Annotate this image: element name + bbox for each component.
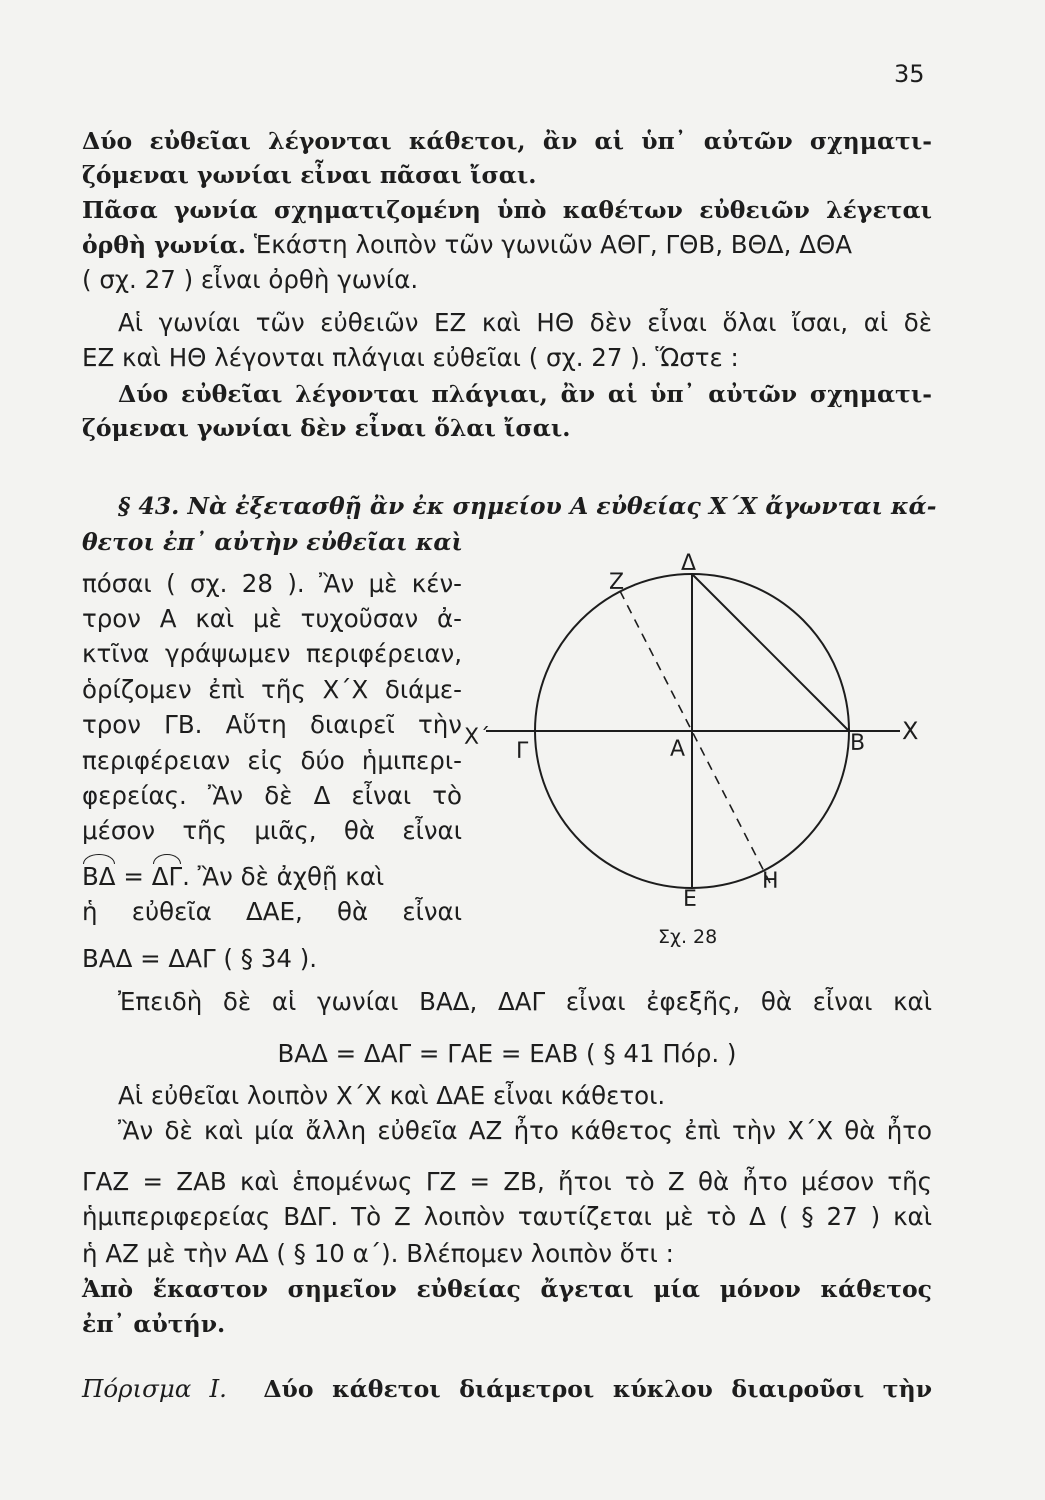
equals-sign: = — [115, 862, 152, 891]
construction-text-line-10: ἡ εὐθεῖα ΔΑΕ, θὰ εἶναι — [82, 897, 462, 926]
label-x: Χ — [902, 717, 919, 745]
right-angle-term: ὀρθὴ γωνία. — [82, 231, 247, 259]
page-number: 35 — [894, 60, 925, 88]
uniqueness-line-3: ἡμιπεριφερείας ΒΔΓ. Τὸ Ζ λοιπὸν ταυτίζεται μὲ τὸ Δ ( § 27 ) καὶ — [82, 1202, 932, 1231]
construction-text-line-7: φερείας. Ἂν δὲ Δ εἶναι τὸ — [82, 781, 462, 810]
figure-caption: Σχ. 28 — [658, 926, 718, 948]
label-z: Ζ — [609, 570, 625, 595]
construction-text-line-1: πόσαι ( σχ. 28 ). Ἂν μὲ κέν- — [82, 569, 462, 598]
construction-text-line-8: μέσον τῆς μιᾶς, θὰ εἶναι — [82, 816, 462, 845]
paragraph-right-angles-line — [82, 228, 932, 262]
uniqueness-line-1: Ἂν δὲ καὶ μία ἄλλη εὐθεῖα ΑΖ ἦτο κάθετος ἐπὶ τὴν Χ΄Χ θὰ ἦτο — [118, 1116, 932, 1145]
label-h: Η — [762, 869, 779, 894]
construction-text-line-3: κτῖνα γράψωμεν περιφέρειαν, — [82, 639, 462, 668]
definition-perpendicular-line-1: Δύο εὐθεῖαι λέγονται κάθετοι, ἂν αἱ ὑπ᾽ αὐτῶν σχηματι- — [82, 127, 932, 155]
uniqueness-line-2: ΓΑΖ = ΖΑΒ καὶ ἑπομένως ΓΖ = ΖΒ, ἤτοι τὸ Ζ θὰ ἦτο μέσον τῆς — [82, 1167, 932, 1196]
label-d: Δ — [681, 553, 697, 576]
arc-equality-rest: . Ἂν δὲ ἀχθῇ καὶ — [182, 862, 385, 891]
arc-equality-line — [82, 860, 462, 894]
arc-dg: ΔΓ — [152, 860, 182, 894]
construction-text-line-6: περιφέρειαν εἰς δύο ἡμιπερι- — [82, 746, 462, 775]
label-b: Β — [850, 731, 866, 756]
section-43-heading-line-2: θετοι ἐπ᾽ αὐτὴν εὐθεῖαι καὶ — [82, 528, 463, 556]
theorem-unique-perpendicular-line-2: ἐπ᾽ αὐτήν. — [82, 1310, 226, 1338]
paragraph-oblique-line-2: ΕΖ καὶ ΗΘ λέγονται πλάγιαι εὐθεῖαι ( σχ. 27 ). Ὥστε : — [82, 343, 739, 372]
adjacent-angles-line: Ἐπειδὴ δὲ αἱ γωνίαι ΒΑΔ, ΔΑΓ εἶναι ἐφεξῆς, θὰ εἶναι καὶ — [118, 987, 932, 1016]
section-43-heading: § 43. Νὰ ἐξετασθῇ ἂν ἐκ σημείου Α εὐθείας Χ΄Χ ἄγωνται κά- — [118, 492, 937, 520]
perpendicular-conclusion: Αἱ εὐθεῖαι λοιπὸν Χ΄Χ καὶ ΔΑΕ εἶναι κάθετοι. — [118, 1081, 666, 1110]
right-angle-examples: Ἑκάστη λοιπὸν τῶν γωνιῶν ΑΘΓ, ΓΘΒ, ΒΘΔ, ΔΘΑ — [246, 230, 852, 259]
label-g: Γ — [516, 739, 529, 764]
figure-28 — [464, 553, 934, 948]
paragraph-oblique-line-1: Αἱ γωνίαι τῶν εὐθειῶν ΕΖ καὶ ΗΘ δὲν εἶναι ὅλαι ἴσαι, αἱ δὲ — [118, 308, 932, 337]
chord-db — [692, 574, 849, 731]
dashed-line-zh — [620, 591, 770, 883]
definition-oblique-line-1: Δύο εὐθεῖαι λέγονται πλάγιαι, ἂν αἱ ὑπ᾽ αὐτῶν σχηματι- — [118, 380, 932, 408]
uniqueness-line-4: ἡ ΑΖ μὲ τὴν ΑΔ ( § 10 α΄). Βλέπομεν λοιπὸν ὅτι : — [82, 1239, 674, 1268]
label-a: Α — [670, 737, 686, 762]
corollary-text: Δύο κάθετοι διάμετροι κύκλου διαιροῦσι τὴν — [263, 1375, 932, 1403]
corollary-label: Πόρισμα Ι. — [82, 1374, 227, 1403]
label-x-prime: Χ΄ — [464, 725, 491, 750]
angle-equality-line: ΒΑΔ = ΔΑΓ ( § 34 ). — [82, 944, 318, 973]
construction-text-line-4: ὁρίζομεν ἐπὶ τῆς Χ΄Χ διάμε- — [82, 675, 462, 704]
theorem-unique-perpendicular: Ἀπὸ ἕκαστον σημεῖον εὐθείας ἄγεται μία μόνον κάθετος — [82, 1275, 932, 1303]
definition-oblique-line-2: ζόμεναι γωνίαι δὲν εἶναι ὅλαι ἴσαι. — [82, 414, 571, 442]
construction-text-line-2: τρον Α καὶ μὲ τυχοῦσαν ἀ- — [82, 604, 462, 633]
definition-right-angle: Πᾶσα γωνία σχηματιζομένη ὑπὸ καθέτων εὐθειῶν λέγεται — [82, 196, 932, 224]
paragraph-right-angles-line-2: ( σχ. 27 ) εἶναι ὀρθὴ γωνία. — [82, 265, 419, 294]
construction-text-line-5: τρον ΓΒ. Αὕτη διαιρεῖ τὴν — [82, 710, 462, 739]
corollary-line — [82, 1372, 932, 1406]
four-angles-equality: ΒΑΔ = ΔΑΓ = ΓΑΕ = ΕΑΒ ( § 41 Πόρ. ) — [277, 1039, 737, 1068]
arc-bd: ΒΔ — [82, 860, 116, 894]
definition-perpendicular-line-2: ζόμεναι γωνίαι εἶναι πᾶσαι ἴσαι. — [82, 161, 537, 189]
label-e: Ε — [683, 887, 697, 912]
